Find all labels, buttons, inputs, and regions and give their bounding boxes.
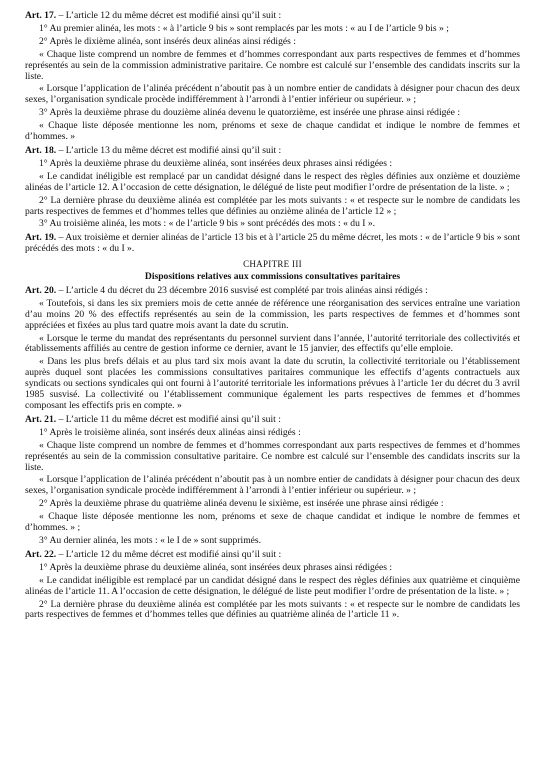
article-text: – L’article 4 du décret du 23 décembre 2016 susvisé est complété par trois alinéas ainsi rédigés : bbox=[58, 284, 428, 296]
body-paragraph: « Lorsque l’application de l’alinéa précédent n’aboutit pas à un nombre entier de candidats à désigner pour chacun des deux sexes, l’organisation syndicale procède indifféremment à l’arrondi à l’entier inférieur ou supérieur. » ; bbox=[25, 474, 520, 497]
body-paragraph: 3° Au dernier alinéa, les mots : « le I de » sont supprimés. bbox=[39, 534, 262, 546]
body-paragraph: « Chaque liste comprend un nombre de femmes et d’hommes correspondant aux parts respectives de femmes et d’hommes représentés au sein de la commission consultative paritaire. Ce nombre est calculé sur l’ensemble des candidats inscrits sur la liste. bbox=[25, 439, 520, 473]
body-paragraph: « Dans les plus brefs délais et au plus tard six mois avant la date du scrutin, la collectivité territoriale ou l’établissement auprès duquel sont placées les commissions consultatives paritaires communique les effectifs d’agents contractuels aux syndicats ou sections syndicales qui ont fourni à l’autorité territoriale les informations prévues à l’article 1er du décret du 3 avril 1985 susvisé. La collectivité ou l’établissement communique également les parts respectives de femmes et d’hommes composant les effectifs pris en compte. » bbox=[25, 356, 520, 411]
article-paragraph bbox=[25, 550, 520, 561]
article-text: – L’article 12 du même décret est modifié ainsi qu’il suit : bbox=[58, 10, 282, 21]
article-text: – L’article 11 du même décret est modifié ainsi qu’il suit : bbox=[58, 413, 281, 425]
body-paragraph: « Toutefois, si dans les six premiers mois de cette année de référence une réorganisation des services entraîne une variation d’au moins 20 % des effectifs représentés au sein de la commission, les parts respectives de femmes et d’hommes sont appréciées et fixées au plus tard quatre mois avant la date du scrutin. bbox=[25, 297, 520, 331]
body-paragraph: « Le candidat inéligible est remplacé par un candidat désigné dans le respect des règles définies aux quatrième et cinquième alinéas de l’article 11. A l’occasion de cette désignation, le délégué de liste peut modifier l’ordre de présentation de la liste. » ; bbox=[25, 574, 520, 597]
body-paragraph: 1° Après le troisième alinéa, sont insérés deux alinéas ainsi rédigés : bbox=[39, 426, 301, 438]
body-paragraph: 2° Après le dixième alinéa, sont insérés deux alinéas ainsi rédigés : bbox=[39, 35, 296, 47]
document-body bbox=[25, 8, 520, 621]
body-paragraph: 1° Après la deuxième phrase du deuxième alinéa, sont insérées deux phrases ainsi rédigées : bbox=[39, 157, 393, 169]
article-paragraph bbox=[25, 146, 520, 157]
article-paragraph bbox=[25, 11, 520, 22]
body-paragraph: « Lorsque le terme du mandat des représentants du personnel survient dans l’année, l’autorité territoriale des collectivités et établissements affiliés au centre de gestion informe ce dernier, avant le 15 janvier, des effectifs qu’elle emploie. bbox=[25, 332, 520, 355]
article-paragraph bbox=[25, 233, 520, 255]
body-paragraph: « Chaque liste déposée mentionne les nom, prénoms et sexe de chaque candidat et indique le nombre de femmes et d’hommes. » bbox=[25, 120, 520, 143]
article-text: – L’article 12 du même décret est modifié ainsi qu’il suit : bbox=[58, 548, 282, 560]
body-paragraph: « Lorsque l’application de l’alinéa précédent n’aboutit pas à un nombre entier de candidats à désigner pour chacun des deux sexes, l’organisation syndicale procède indifféremment à l’arrondi à l’entier inférieur ou supérieur. » ; bbox=[25, 83, 520, 106]
body-paragraph: 2° La dernière phrase du deuxième alinéa est complétée par les mots suivants : « et respecte sur le nombre de candidats les parts respectives de femmes et d’hommes telles que définies au quatrième alinéa de l’article 11 ». bbox=[25, 598, 520, 621]
body-paragraph: 1° Au premier alinéa, les mots : « à l’article 9 bis » sont remplacés par les mots : « au I de l’article 9 bis » ; bbox=[39, 22, 449, 34]
article-number: Art. 18. bbox=[25, 144, 57, 156]
article-number: Art. 17. bbox=[25, 10, 57, 21]
article-paragraph bbox=[25, 415, 520, 426]
body-paragraph: 2° Après la deuxième phrase du quatrième alinéa devenu le sixième, est insérée une phrase ainsi rédigée : bbox=[39, 498, 444, 510]
body-paragraph: 1° Après la deuxième phrase du deuxième alinéa, sont insérées deux phrases ainsi rédigées : bbox=[39, 561, 393, 573]
article-text: – L’article 13 du même décret est modifié ainsi qu’il suit : bbox=[58, 144, 282, 156]
body-paragraph: « Chaque liste comprend un nombre de femmes et d’hommes correspondant aux parts respectives de femmes et d’hommes représentés au sein de la commission administrative paritaire. Ce nombre est calculé sur l’ensemble des candidats inscrits sur la liste. bbox=[25, 48, 520, 82]
body-paragraph: 2° La dernière phrase du deuxième alinéa est complétée par les mots suivants : « et respecte sur le nombre de candidats les parts respectives de femmes et d’hommes telles que définies au onzième alinéa de l’article 12 » ; bbox=[25, 194, 520, 217]
article-number: Art. 20. bbox=[25, 284, 57, 296]
chapter-heading: CHAPITRE III bbox=[243, 259, 302, 270]
section-heading: Dispositions relatives aux commissions consultatives paritaires bbox=[144, 271, 401, 283]
article-number: Art. 22. bbox=[25, 548, 57, 560]
body-paragraph: « Chaque liste déposée mentionne les nom, prénoms et sexe de chaque candidat et indique le nombre de femmes et d’hommes. » ; bbox=[25, 511, 520, 534]
article-number: Art. 19. bbox=[25, 232, 57, 244]
article-number: Art. 21. bbox=[25, 413, 57, 425]
body-paragraph: « Le candidat inéligible est remplacé par un candidat désigné dans le respect des règles définies aux onzième et douzième alinéas de l’article 12. A l’occasion de cette désignation, le délégué de liste peut modifier l’ordre de présentation de la liste. » ; bbox=[25, 170, 520, 193]
article-paragraph bbox=[25, 286, 520, 297]
article-text: – Aux troisième et dernier alinéas de l’article 13 bis et à l’article 25 du même décret, les mots : « de l’article 9 bis » sont précédés des mots : « du I ». bbox=[25, 232, 521, 255]
body-paragraph: 3° Au troisième alinéa, les mots : « de l’article 9 bis » sont précédés des mots : « du I ». bbox=[39, 218, 376, 230]
body-paragraph: 3° Après la deuxième phrase du douzième alinéa devenu le quatorzième, est insérée une phrase ainsi rédigée : bbox=[39, 107, 460, 119]
